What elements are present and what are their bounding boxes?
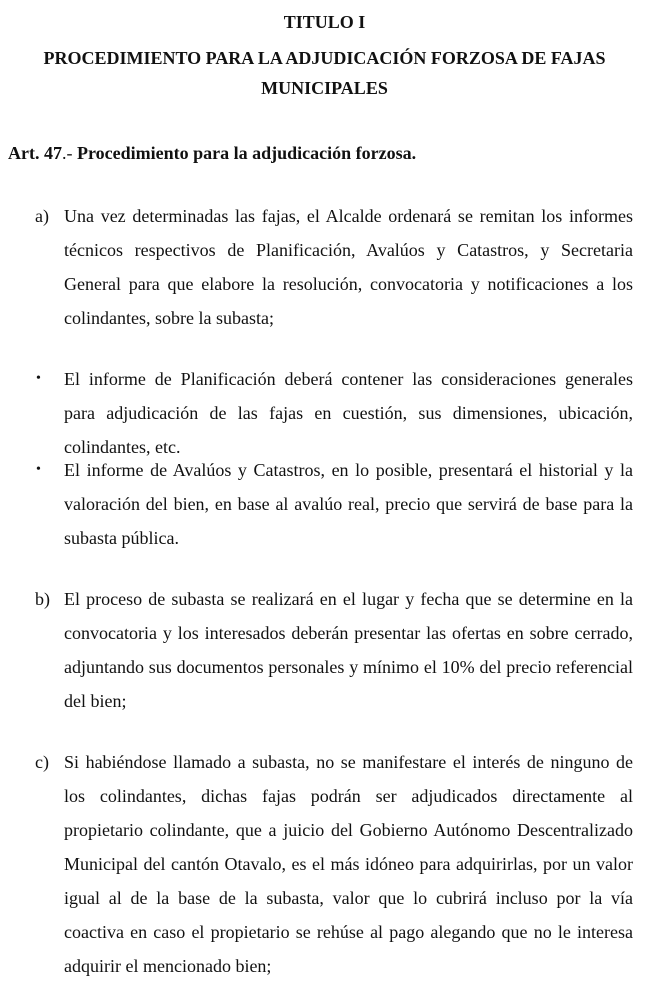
article-heading: [8, 141, 416, 165]
article-number: Art. 47: [8, 143, 62, 163]
list-item-text: Una vez determinadas las fajas, el Alcalde ordenará se remitan los informes técnicos respectivos de Planificación, Avalúos y Catastros, y Secretaria General para que elabore la resolución, convocatoria y notificaciones a los colindantes, sobre la subasta;: [64, 206, 633, 328]
title-line-3: MUNICIPALES: [261, 78, 388, 98]
list-item-text: El informe de Avalúos y Catastros, en lo posible, presentará el historial y la valoración del bien, en base al avalúo real, precio que servirá de base para la subasta pública.: [64, 460, 633, 548]
list-item-text: El proceso de subasta se realizará en el lugar y fecha que se determine en la convocatoria y los interesados deberán presentar las ofertas en sobre cerrado, adjuntando sus documentos personales y mínimo el 10% del precio referencial del bien;: [64, 589, 633, 711]
bullet-marker: •: [36, 371, 41, 386]
list-item-text: El informe de Planificación deberá contener las consideraciones generales para adjudicación de las fajas en cuestión, sus dimensiones, ubicación, colindantes, etc.: [64, 369, 633, 457]
title-line-2: PROCEDIMIENTO PARA LA ADJUDICACIÓN FORZOSA DE FAJAS: [43, 48, 606, 68]
article-title: Procedimiento para la adjudicación forzosa.: [76, 143, 417, 163]
list-item-text: Si habiéndose llamado a subasta, no se manifestare el interés de ninguno de los colindantes, dichas fajas podrán ser adjudicados directamente al propietario colindante, que a juicio del Gobierno Autónomo Descentralizado Municipal del cantón Otavalo, es el más idóneo para adquirirlas, por un valor igual al de la base de la subasta, valor que lo cubrirá incluso por la vía coactiva en caso el propietario se rehúse al pago alegando que no le interesa adquirir el mencionado bien;: [64, 752, 633, 976]
list-marker: a): [35, 206, 49, 226]
bullet-marker: •: [36, 462, 41, 477]
article-separator: .-: [61, 143, 73, 163]
list-marker: b): [35, 589, 50, 609]
title-line-1: TITULO I: [283, 12, 366, 32]
list-marker: c): [35, 752, 49, 772]
